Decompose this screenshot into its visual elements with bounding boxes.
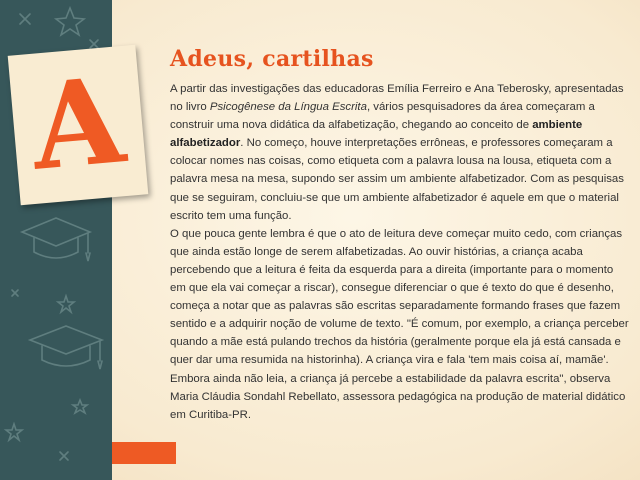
letter-card — [8, 45, 149, 206]
graduation-cap-icon — [22, 218, 90, 261]
book-title: Psicogênese da Língua Escrita — [209, 101, 367, 114]
orange-accent-tab — [112, 442, 176, 464]
paragraph-1-rest: . No começo, houve interpretações errôneas, e professores começaram a colocar nomes nas coisas, como etiqueta com a palavra lousa na lousa, etiqueta com a palavra mesa na mesa, supondo ser assim um ambiente alfabetizador. Com as pesquisas que se seguiram, concluiu-se que um ambiente alfabetizador é aquele em que o material escrito tem uma função. — [170, 137, 624, 222]
cross-icon — [60, 452, 68, 460]
paragraph-1-intro: A partir das investigações das educadoras Emília Ferreiro e Ana Teberosky, apresentadas no livro — [170, 83, 624, 114]
cross-icon — [12, 290, 18, 296]
cross-icon — [90, 40, 98, 48]
concept-highlight: ambiente alfabetizador — [170, 119, 583, 150]
star-icon — [56, 8, 84, 35]
graduation-cap-icon — [30, 326, 102, 369]
star-icon — [73, 400, 87, 413]
paragraph-1-middle: , vários pesquisadores da área começaram a construir uma nova didática da alfabetização, chegando ao conceito de — [170, 101, 595, 132]
page-title: Adeus, cartilhas — [170, 46, 374, 72]
paragraph-1 — [170, 80, 632, 225]
big-letter: A — [26, 50, 130, 197]
article-body — [170, 80, 632, 424]
paragraph-2: O que pouca gente lembra é que o ato de leitura deve começar muito cedo, com crianças que ainda estão longe de serem alfabetizadas. Ao ouvir histórias, a criança acaba percebendo que a leitura é feita da esquerda para a direita (importante para o momento em que ela vai começar a riscar), consegue diferenciar o que é texto do que é desenho, começa a notar que as palavras são escritas separadamente formando frases que fazem sentido e a adquirir noção de volume de texto. "É comum, por exemplo, a criança perceber quando a mãe está pulando trechos da história (geralmente porque ela já está cansada e quer dar uma resumida na historinha). A criança vira e fala 'tem mais coisa aí, mamãe'. Embora ainda não leia, a criança já percebe a estabilidade da palavra escrita", observa Maria Cláudia Sondahl Rebellato, assessora pedagógica na produção de material didático em Curitiba-PR. — [170, 227, 629, 421]
star-icon — [58, 296, 74, 312]
star-icon — [6, 424, 22, 440]
cross-icon — [20, 14, 30, 24]
